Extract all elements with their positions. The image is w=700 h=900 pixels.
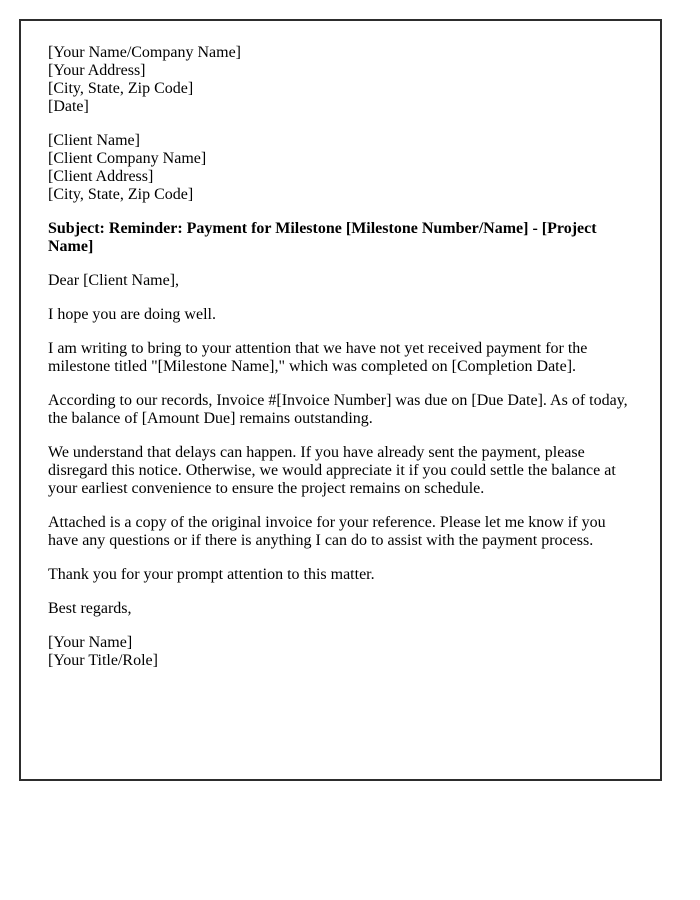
signature-name-line: [Your Name] xyxy=(48,634,133,651)
letter-paragraph-invoice-details: According to our records, Invoice #[Invoice Number] was due on [Due Date]. As of today, the balance of [Amount Due] remains outstanding. xyxy=(48,392,628,427)
recipient-city-state-zip-line: [City, State, Zip Code] xyxy=(48,186,194,203)
sender-city-state-zip-line: [City, State, Zip Code] xyxy=(48,80,194,97)
sender-address-block xyxy=(48,44,638,116)
letter-paragraph-greeting: I hope you are doing well. xyxy=(48,306,216,323)
letter-paragraph-attachment-note: Attached is a copy of the original invoice for your reference. Please let me know if you have any questions or if there is anything I can do to assist with the payment process. xyxy=(48,514,606,549)
recipient-address-block xyxy=(48,132,638,204)
letter-paragraph-thanks: Thank you for your prompt attention to this matter. xyxy=(48,566,375,583)
closing: Best regards, xyxy=(48,600,132,617)
sender-address-line: [Your Address] xyxy=(48,62,146,79)
signature-title-line: [Your Title/Role] xyxy=(48,652,158,669)
letter-paragraph-payment-notice: I am writing to bring to your attention that we have not yet received payment for the milestone titled "[Milestone Name]," which was completed on [Completion Date]. xyxy=(48,340,588,375)
letter-paragraph-settle-request: We understand that delays can happen. If you have already sent the payment, please disregard this notice. Otherwise, we would appreciate it if you could settle the balance at your earliest convenience to ensure the project remains on schedule. xyxy=(48,444,616,497)
recipient-company-line: [Client Company Name] xyxy=(48,150,207,167)
recipient-name-line: [Client Name] xyxy=(48,132,140,149)
sender-name-line: [Your Name/Company Name] xyxy=(48,44,242,61)
letter-page xyxy=(19,19,662,781)
subject-line: Subject: Reminder: Payment for Milestone [Milestone Number/Name] - [Project Name] xyxy=(48,220,597,255)
letter-date-line: [Date] xyxy=(48,98,89,115)
recipient-address-line: [Client Address] xyxy=(48,168,154,185)
salutation: Dear [Client Name], xyxy=(48,272,180,289)
signature-block xyxy=(48,634,638,670)
